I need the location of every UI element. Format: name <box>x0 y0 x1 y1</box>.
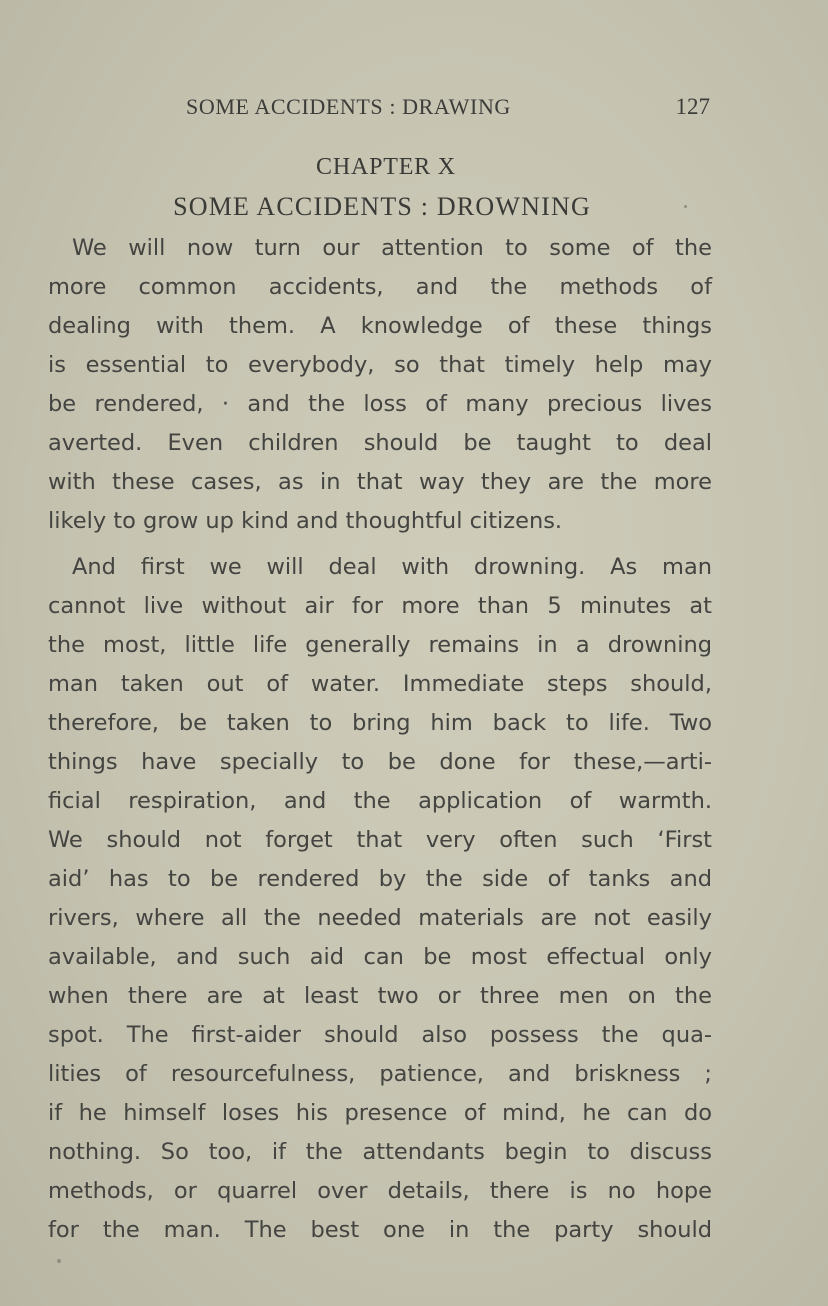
text-line: therefore, be taken to bring him back to life. Two <box>48 710 712 736</box>
text-line: when there are at least two or three men on the <box>48 983 712 1009</box>
text-line: man taken out of water. Immediate steps should, <box>48 671 712 697</box>
text-line: things have specially to be done for these,—arti- <box>48 749 712 775</box>
chapter-number: CHAPTER X <box>316 154 456 180</box>
paragraph-gap <box>48 541 712 548</box>
paper-speck <box>57 1259 61 1263</box>
text-line: more common accidents, and the methods of <box>48 274 712 300</box>
text-line: We should not forget that very often such ‘First <box>48 827 712 853</box>
text-line: the most, little life generally remains in a drowning <box>48 632 712 658</box>
running-title: SOME ACCIDENTS : DRAWING <box>186 94 511 119</box>
text-line: rivers, where all the needed materials are not easily <box>48 905 712 931</box>
text-line: ficial respiration, and the application of warmth. <box>48 788 712 814</box>
text-line: if he himself loses his presence of mind, he can do <box>48 1100 712 1126</box>
paper-speck <box>684 205 687 208</box>
text-line: methods, or quarrel over details, there is no hope <box>48 1178 712 1204</box>
text-line: dealing with them. A knowledge of these things <box>48 313 712 339</box>
text-line: And first we will deal with drowning. As man <box>72 554 712 580</box>
running-head <box>48 94 712 124</box>
chapter-title: SOME ACCIDENTS : DROWNING <box>173 192 591 221</box>
paragraph-1 <box>48 229 712 541</box>
text-line: with these cases, as in that way they are the more <box>48 469 712 495</box>
text-line: We will now turn our attention to some of the <box>72 235 712 261</box>
text-line: averted. Even children should be taught to deal <box>48 430 712 456</box>
paragraph-2 <box>48 548 712 1250</box>
text-line: lities of resourcefulness, patience, and briskness ; <box>48 1061 712 1087</box>
text-line: aid’ has to be rendered by the side of tanks and <box>48 866 712 892</box>
text-line: available, and such aid can be most effectual only <box>48 944 712 970</box>
text-line: for the man. The best one in the party should <box>48 1217 712 1243</box>
text-line: nothing. So too, if the attendants begin to discuss <box>48 1139 712 1165</box>
text-line: be rendered, · and the loss of many precious lives <box>48 391 712 417</box>
text-line: likely to grow up kind and thoughtful citizens. <box>48 508 563 534</box>
page-number: 127 <box>675 94 710 119</box>
body-text <box>48 229 712 1250</box>
text-line: is essential to everybody, so that timely help may <box>48 352 712 378</box>
text-line: spot. The first-aider should also possess the qua- <box>48 1022 712 1048</box>
text-line: cannot live without air for more than 5 minutes at <box>48 593 712 619</box>
